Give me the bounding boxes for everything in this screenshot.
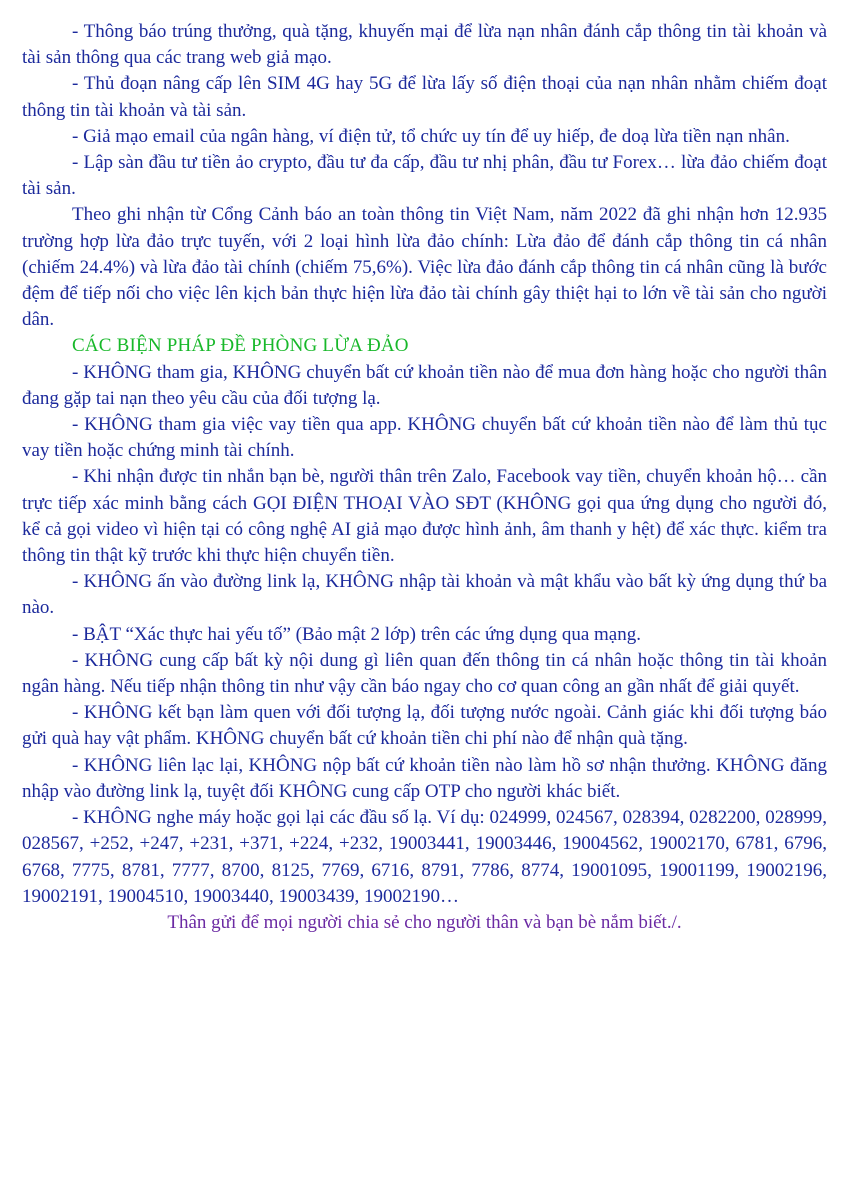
paragraph-sim-upgrade-scam: - Thủ đoạn nâng cấp lên SIM 4G hay 5G để lừa lấy số điện thoại của nạn nhân nhằm chiếm đoạt thông tin tài khoản và tài sản. xyxy=(22,73,827,121)
section-heading: CÁC BIỆN PHÁP ĐỀ PHÒNG LỪA ĐẢO xyxy=(72,335,409,357)
measure-item: - KHÔNG nghe máy hoặc gọi lại các đầu số lạ. Ví dụ: 024999, 024567, 028394, 0282200, 028999, 028567, +252, +247, +231, +371, +224, +232, 19003441, 19003446, 19004562, 19002170, 6781, 6796, 6768, 7775, 8781, 7777, 8700, 8125, 7769, 6716, 8791, 7786, 8774, 19001095, 19001199, 19002196, 19002191, 19004510, 19003440, 19003439, 19002190… xyxy=(22,807,827,907)
closing-line: Thân gửi để mọi người chia sẻ cho người thân và bạn bè nắm biết./. xyxy=(167,911,682,933)
measure-item: - KHÔNG liên lạc lại, KHÔNG nộp bất cứ khoản tiền nào làm hồ sơ nhận thưởng. KHÔNG đăng nhập vào đường link lạ, tuyệt đối KHÔNG cung cấp OTP cho người khác biết. xyxy=(22,754,827,802)
measure-item: - KHÔNG cung cấp bất kỳ nội dung gì liên quan đến thông tin cá nhân hoặc thông tin tài khoản ngân hàng. Nếu tiếp nhận thông tin như vậy cần báo ngay cho cơ quan công an gần nhất để giải quyết. xyxy=(22,649,827,698)
paragraph-statistics: Theo ghi nhận từ Cổng Cảnh báo an toàn thông tin Việt Nam, năm 2022 đã ghi nhận hơn 12.935 trường hợp lừa đảo trực tuyến, với 2 loại hình lừa đảo chính: Lừa đảo để đánh cắp thông tin cá nhân (chiếm 24.4%) và lừa đảo tài chính (chiếm 75,6%). Việc lừa đảo đánh cắp thông tin cá nhân cũng là bước đệm để tiếp nối cho việc lên kịch bản thực hiện lừa đảo tài chính gây thiệt hại to lớn về tài sản cho người dân. xyxy=(22,204,827,331)
measure-item: - Khi nhận được tin nhắn bạn bè, người thân trên Zalo, Facebook vay tiền, chuyển khoản hộ… cần trực tiếp xác minh bằng cách GỌI ĐIỆN THOẠI VÀO SĐT (KHÔNG gọi qua ứng dụng cho người đó, kể cả gọi video vì hiện tại có công nghệ AI giả mạo được hình ảnh, âm thanh y hệt) để xác thực. kiểm tra thông tin thật kỹ trước khi thực hiện chuyển tiền. xyxy=(22,466,827,567)
measure-item: - KHÔNG tham gia việc vay tiền qua app. KHÔNG chuyển bất cứ khoản tiền nào để làm thủ tục vay tiền hoặc chứng minh tài chính. xyxy=(22,414,827,462)
measure-item: - KHÔNG kết bạn làm quen với đối tượng lạ, đối tượng nước ngoài. Cảnh giác khi đối tượng báo gửi quà hay vật phẩm. KHÔNG chuyển bất cứ khoản tiền chi phí nào để nhận quà tặng. xyxy=(22,702,827,750)
measure-item: - KHÔNG ấn vào đường link lạ, KHÔNG nhập tài khoản và mật khẩu vào bất kỳ ứng dụng thứ ba nào. xyxy=(22,571,827,619)
paragraph-prize-notification-scam: - Thông báo trúng thưởng, quà tặng, khuyến mại để lừa nạn nhân đánh cắp thông tin tài khoản và tài sản thông qua các trang web giả mạo. xyxy=(22,21,827,69)
measure-item: - KHÔNG tham gia, KHÔNG chuyển bất cứ khoản tiền nào để mua đơn hàng hoặc cho người thân đang gặp tai nạn theo yêu cầu của đối tượng lạ. xyxy=(22,361,827,409)
paragraph-crypto-investment-scam: - Lập sàn đầu tư tiền ảo crypto, đầu tư đa cấp, đầu tư nhị phân, đầu tư Forex… lừa đảo chiếm đoạt tài sản. xyxy=(22,152,827,200)
measure-item: - BẬT “Xác thực hai yếu tố” (Bảo mật 2 lớp) trên các ứng dụng qua mạng. xyxy=(72,623,641,645)
document-body xyxy=(22,19,827,936)
paragraph-fake-email-scam: - Giả mạo email của ngân hàng, ví điện tử, tổ chức uy tín để uy hiếp, đe doạ lừa tiền nạn nhân. xyxy=(72,125,790,147)
